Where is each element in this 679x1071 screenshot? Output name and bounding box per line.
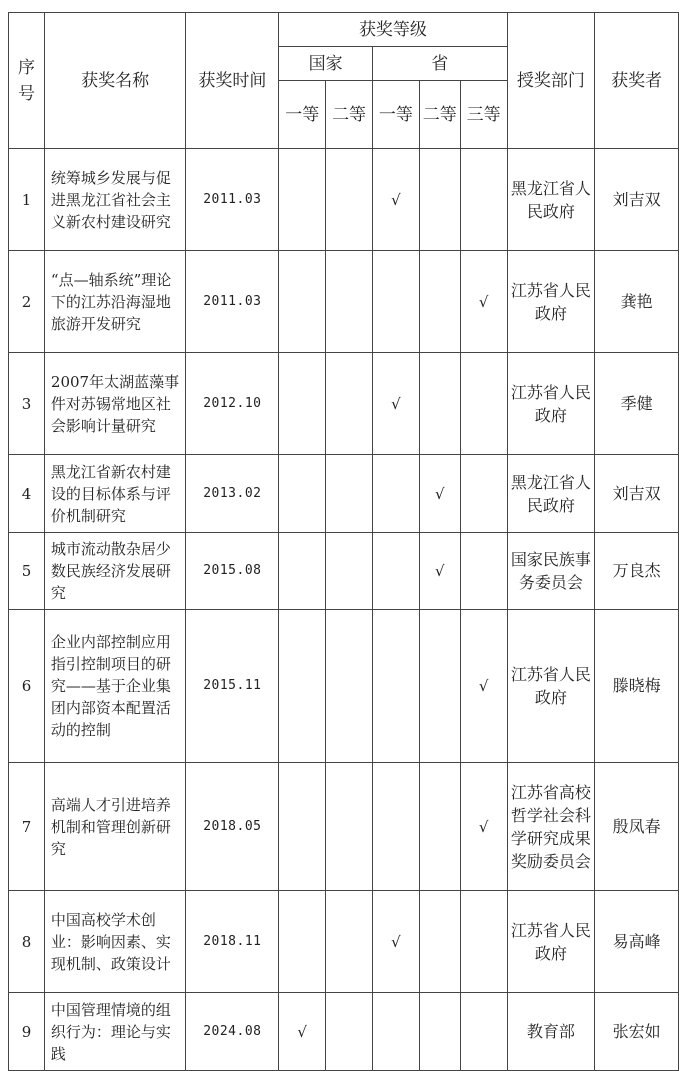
- row-grade-p3: [460, 533, 507, 610]
- row-awardee: 龚艳: [595, 251, 679, 353]
- row-award-time: 2011.03: [186, 251, 279, 353]
- row-awardee: 刘吉双: [595, 455, 679, 533]
- check-mark: √: [478, 292, 489, 311]
- header-national-grade2: 二等: [326, 81, 373, 149]
- check-mark: √: [391, 190, 401, 209]
- row-grade-p2: [419, 533, 460, 610]
- row-grade-p1: [373, 891, 420, 993]
- row-award-dept: 江苏省人民政府: [507, 353, 595, 455]
- header-level: 获奖等级: [279, 13, 507, 47]
- row-grade-n2: [326, 763, 373, 891]
- row-grade-n2: [326, 993, 373, 1071]
- row-award-dept: 江苏省人民政府: [507, 610, 595, 763]
- row-grade-n2: [326, 455, 373, 533]
- row-seq: 5: [9, 533, 45, 610]
- row-award-name: 城市流动散杂居少数民族经济发展研究: [44, 533, 186, 610]
- row-awardee: 刘吉双: [595, 149, 679, 251]
- row-seq: 1: [9, 149, 45, 251]
- check-mark: √: [297, 1022, 307, 1041]
- table-row: [9, 149, 679, 251]
- table-row: [9, 353, 679, 455]
- header-awardee: 获奖者: [595, 13, 679, 149]
- row-grade-p1: [373, 149, 420, 251]
- row-grade-n2: [326, 533, 373, 610]
- row-grade-n1: [279, 533, 326, 610]
- row-award-name: 企业内部控制应用指引控制项目的研究——基于企业集团内部资本配置活动的控制: [44, 610, 186, 763]
- header-seq: 序号: [9, 13, 45, 149]
- row-award-dept: 教育部: [507, 993, 595, 1071]
- row-awardee: 万良杰: [595, 533, 679, 610]
- row-award-time: 2015.08: [186, 533, 279, 610]
- row-grade-p1: [373, 455, 420, 533]
- row-award-time: 2015.11: [186, 610, 279, 763]
- check-mark: √: [435, 562, 445, 580]
- row-award-dept: 江苏省高校哲学社会科学研究成果奖励委员会: [507, 763, 595, 891]
- row-grade-p2: [419, 610, 460, 763]
- row-grade-n1: [279, 993, 326, 1071]
- row-award-time: 2018.11: [186, 891, 279, 993]
- row-seq: 4: [9, 455, 45, 533]
- row-grade-n2: [326, 251, 373, 353]
- row-grade-n1: [279, 149, 326, 251]
- row-grade-p2: [419, 763, 460, 891]
- row-awardee: 殷凤春: [595, 763, 679, 891]
- table-row: [9, 251, 679, 353]
- row-award-name: 中国高校学术创业：影响因素、实现机制、政策设计: [44, 891, 186, 993]
- check-mark: √: [391, 394, 401, 413]
- row-grade-p1: [373, 610, 420, 763]
- header-time: 获奖时间: [186, 13, 279, 149]
- row-grade-p3: [460, 763, 507, 891]
- row-award-time: 2024.08: [186, 993, 279, 1071]
- row-seq: 9: [9, 993, 45, 1071]
- table-row: [9, 533, 679, 610]
- row-seq: 6: [9, 610, 45, 763]
- row-grade-p2: [419, 251, 460, 353]
- row-grade-p3: [460, 455, 507, 533]
- header-provincial-grade1: 一等: [373, 81, 420, 149]
- row-grade-n1: [279, 763, 326, 891]
- row-grade-p2: [419, 149, 460, 251]
- row-award-dept: 黑龙江省人民政府: [507, 149, 595, 251]
- row-grade-n2: [326, 891, 373, 993]
- row-award-name: 统筹城乡发展与促进黑龙江省社会主义新农村建设研究: [44, 149, 186, 251]
- header-provincial-grade3: 三等: [460, 81, 507, 149]
- row-grade-p3: [460, 610, 507, 763]
- row-award-time: 2012.10: [186, 353, 279, 455]
- row-grade-p3: [460, 353, 507, 455]
- row-awardee: 滕晓梅: [595, 610, 679, 763]
- row-grade-p2: [419, 891, 460, 993]
- check-mark: √: [435, 484, 445, 503]
- row-grade-p3: [460, 149, 507, 251]
- header-national-grade1: 一等: [279, 81, 326, 149]
- check-mark: √: [391, 932, 401, 951]
- row-award-time: 2013.02: [186, 455, 279, 533]
- row-awardee: 张宏如: [595, 993, 679, 1071]
- table-row: [9, 455, 679, 533]
- row-grade-p2: [419, 993, 460, 1071]
- row-award-dept: 黑龙江省人民政府: [507, 455, 595, 533]
- row-grade-n1: [279, 251, 326, 353]
- row-award-time: 2011.03: [186, 149, 279, 251]
- row-award-name: 2007年太湖蓝藻事件对苏锡常地区社会影响计量研究: [44, 353, 186, 455]
- table-row: [9, 763, 679, 891]
- row-grade-n2: [326, 610, 373, 763]
- row-grade-p1: [373, 353, 420, 455]
- row-grade-n1: [279, 891, 326, 993]
- row-award-dept: 江苏省人民政府: [507, 251, 595, 353]
- header-dept: 授奖部门: [507, 13, 595, 149]
- header-provincial-grade2: 二等: [419, 81, 460, 149]
- row-grade-n2: [326, 353, 373, 455]
- row-grade-p3: [460, 993, 507, 1071]
- header-national: 国家: [279, 47, 373, 81]
- table-row: [9, 993, 679, 1071]
- row-seq: 2: [9, 251, 45, 353]
- row-seq: 7: [9, 763, 45, 891]
- row-grade-p1: [373, 763, 420, 891]
- row-grade-n1: [279, 610, 326, 763]
- check-mark: √: [478, 817, 489, 836]
- row-award-time: 2018.05: [186, 763, 279, 891]
- row-award-name: 中国管理情境的组织行为：理论与实践: [44, 993, 186, 1071]
- row-award-dept: 江苏省人民政府: [507, 891, 595, 993]
- row-grade-p3: [460, 891, 507, 993]
- row-award-name: “点—轴系统”理论下的江苏沿海湿地旅游开发研究: [44, 251, 186, 353]
- row-seq: 3: [9, 353, 45, 455]
- row-grade-p1: [373, 533, 420, 610]
- table-row: [9, 891, 679, 993]
- row-awardee: 季健: [595, 353, 679, 455]
- header-row-1: [9, 13, 679, 47]
- row-awardee: 易高峰: [595, 891, 679, 993]
- row-award-name: 黑龙江省新农村建设的目标体系与评价机制研究: [44, 455, 186, 533]
- table-row: [9, 610, 679, 763]
- row-grade-n2: [326, 149, 373, 251]
- row-seq: 8: [9, 891, 45, 993]
- header-name: 获奖名称: [44, 13, 186, 149]
- row-grade-p1: [373, 993, 420, 1071]
- row-grade-n1: [279, 455, 326, 533]
- awards-table-body: [9, 149, 679, 1071]
- awards-table: [8, 12, 679, 1071]
- row-award-dept: 国家民族事务委员会: [507, 533, 595, 610]
- row-award-name: 高端人才引进培养机制和管理创新研究: [44, 763, 186, 891]
- row-grade-p1: [373, 251, 420, 353]
- row-grade-n1: [279, 353, 326, 455]
- header-provincial: 省: [373, 47, 508, 81]
- check-mark: √: [478, 677, 489, 695]
- row-grade-p2: [419, 455, 460, 533]
- row-grade-p3: [460, 251, 507, 353]
- row-grade-p2: [419, 353, 460, 455]
